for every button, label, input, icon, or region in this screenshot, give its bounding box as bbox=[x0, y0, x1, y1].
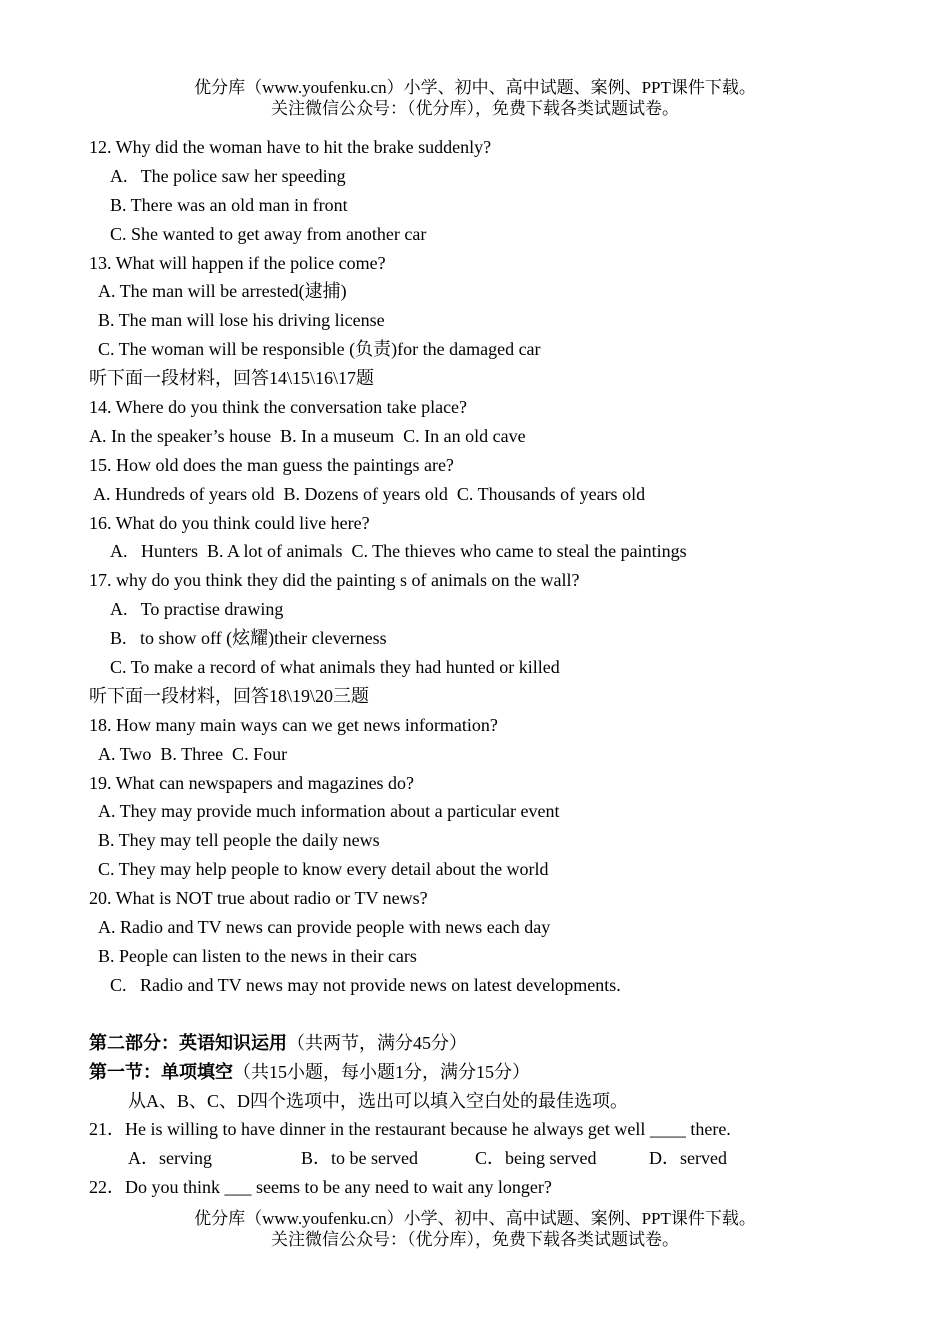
question-21-option-d: D．served bbox=[649, 1148, 727, 1169]
question-21: 21．He is willing to have dinner in the restaurant because he always get well ____ there. bbox=[89, 1119, 731, 1140]
section-1-title-bold: 第一节：单项填空 bbox=[89, 1061, 233, 1082]
question-16-options: A. Hunters B. A lot of animals C. The thieves who came to steal the paintings bbox=[110, 541, 687, 562]
question-12-option-a: A. The police saw her speeding bbox=[110, 165, 346, 186]
part-2-title-rest: （共两节，满分45分） bbox=[287, 1032, 467, 1053]
question-18-options: A. Two B. Three C. Four bbox=[98, 743, 288, 764]
question-12: 12. Why did the woman have to hit the brake suddenly? bbox=[89, 137, 492, 157]
question-13-option-a: A. The man will be arrested(逮捕) bbox=[98, 281, 347, 302]
spacer bbox=[89, 1000, 869, 1029]
question-14-options: A. In the speaker’s house B. In a museum C. In an old cave bbox=[89, 425, 526, 446]
listening-instruction-2: 听下面一段材料，回答18\19\20三题 bbox=[89, 685, 370, 706]
section-1-title bbox=[89, 1058, 869, 1087]
question-12-option-c: C. She wanted to get away from another car bbox=[110, 223, 427, 244]
header-line-2: 关注微信公众号：（优分库），免费下载各类试题试卷。 bbox=[271, 99, 679, 118]
footer-line-1: 优分库（www.youfenku.cn）小学、初中、高中试题、案例、PPT课件下载。 bbox=[194, 1209, 756, 1228]
section-1-instruction: 从A、B、C、D四个选项中，选出可以填入空白处的最佳选项。 bbox=[128, 1090, 629, 1111]
question-20-option-a: A. Radio and TV news can provide people with news each day bbox=[98, 917, 551, 938]
header-line-1: 优分库（www.youfenku.cn）小学、初中、高中试题、案例、PPT课件下载。 bbox=[194, 78, 756, 97]
exam-content bbox=[89, 133, 869, 1202]
question-19-option-a: A. They may provide much information about a particular event bbox=[98, 801, 560, 822]
question-19-option-b: B. They may tell people the daily news bbox=[98, 830, 380, 851]
question-19-option-c: C. They may help people to know every detail about the world bbox=[98, 859, 549, 880]
question-18: 18. How many main ways can we get news information? bbox=[89, 714, 498, 735]
question-17-option-a: A. To practise drawing bbox=[110, 599, 284, 620]
question-14: 14. Where do you think the conversation take place? bbox=[89, 397, 468, 418]
question-20-option-c: C. Radio and TV news may not provide news on latest developments. bbox=[110, 974, 621, 995]
page-header bbox=[0, 77, 950, 119]
question-21-options bbox=[89, 1144, 869, 1173]
question-22: 22．Do you think ___ seems to be any need to wait any longer? bbox=[89, 1177, 552, 1198]
question-12-option-b: B. There was an old man in front bbox=[110, 194, 348, 215]
section-1-title-rest: （共15小题，每小题1分，满分15分） bbox=[233, 1061, 530, 1082]
question-15-options: A. Hundreds of years old B. Dozens of years old C. Thousands of years old bbox=[93, 483, 646, 504]
question-13: 13. What will happen if the police come? bbox=[89, 252, 386, 273]
question-20: 20. What is NOT true about radio or TV news? bbox=[89, 888, 428, 909]
part-2-title bbox=[89, 1029, 869, 1058]
question-20-option-b: B. People can listen to the news in their cars bbox=[98, 945, 417, 966]
question-13-option-b: B. The man will lose his driving license bbox=[98, 310, 385, 331]
question-21-option-c: C．being served bbox=[475, 1148, 597, 1169]
footer-line-2: 关注微信公众号：（优分库），免费下载各类试题试卷。 bbox=[271, 1230, 679, 1249]
question-17-option-c: C. To make a record of what animals they had hunted or killed bbox=[110, 657, 560, 678]
listening-instruction-1: 听下面一段材料，回答14\15\16\17题 bbox=[89, 368, 375, 389]
question-15: 15. How old does the man guess the paintings are? bbox=[89, 454, 454, 475]
question-17-option-b: B. to show off (炫耀)their cleverness bbox=[110, 628, 387, 649]
question-21-option-a: A．serving bbox=[128, 1148, 212, 1169]
part-2-title-bold: 第二部分：英语知识运用 bbox=[89, 1032, 287, 1053]
question-21-option-b: B．to be served bbox=[301, 1148, 418, 1169]
question-19: 19. What can newspapers and magazines do? bbox=[89, 772, 415, 793]
question-16: 16. What do you think could live here? bbox=[89, 512, 370, 533]
page-footer bbox=[0, 1208, 950, 1250]
question-17: 17. why do you think they did the painting s of animals on the wall? bbox=[89, 570, 580, 591]
question-13-option-c: C. The woman will be responsible (负责)for the damaged car bbox=[98, 339, 541, 360]
